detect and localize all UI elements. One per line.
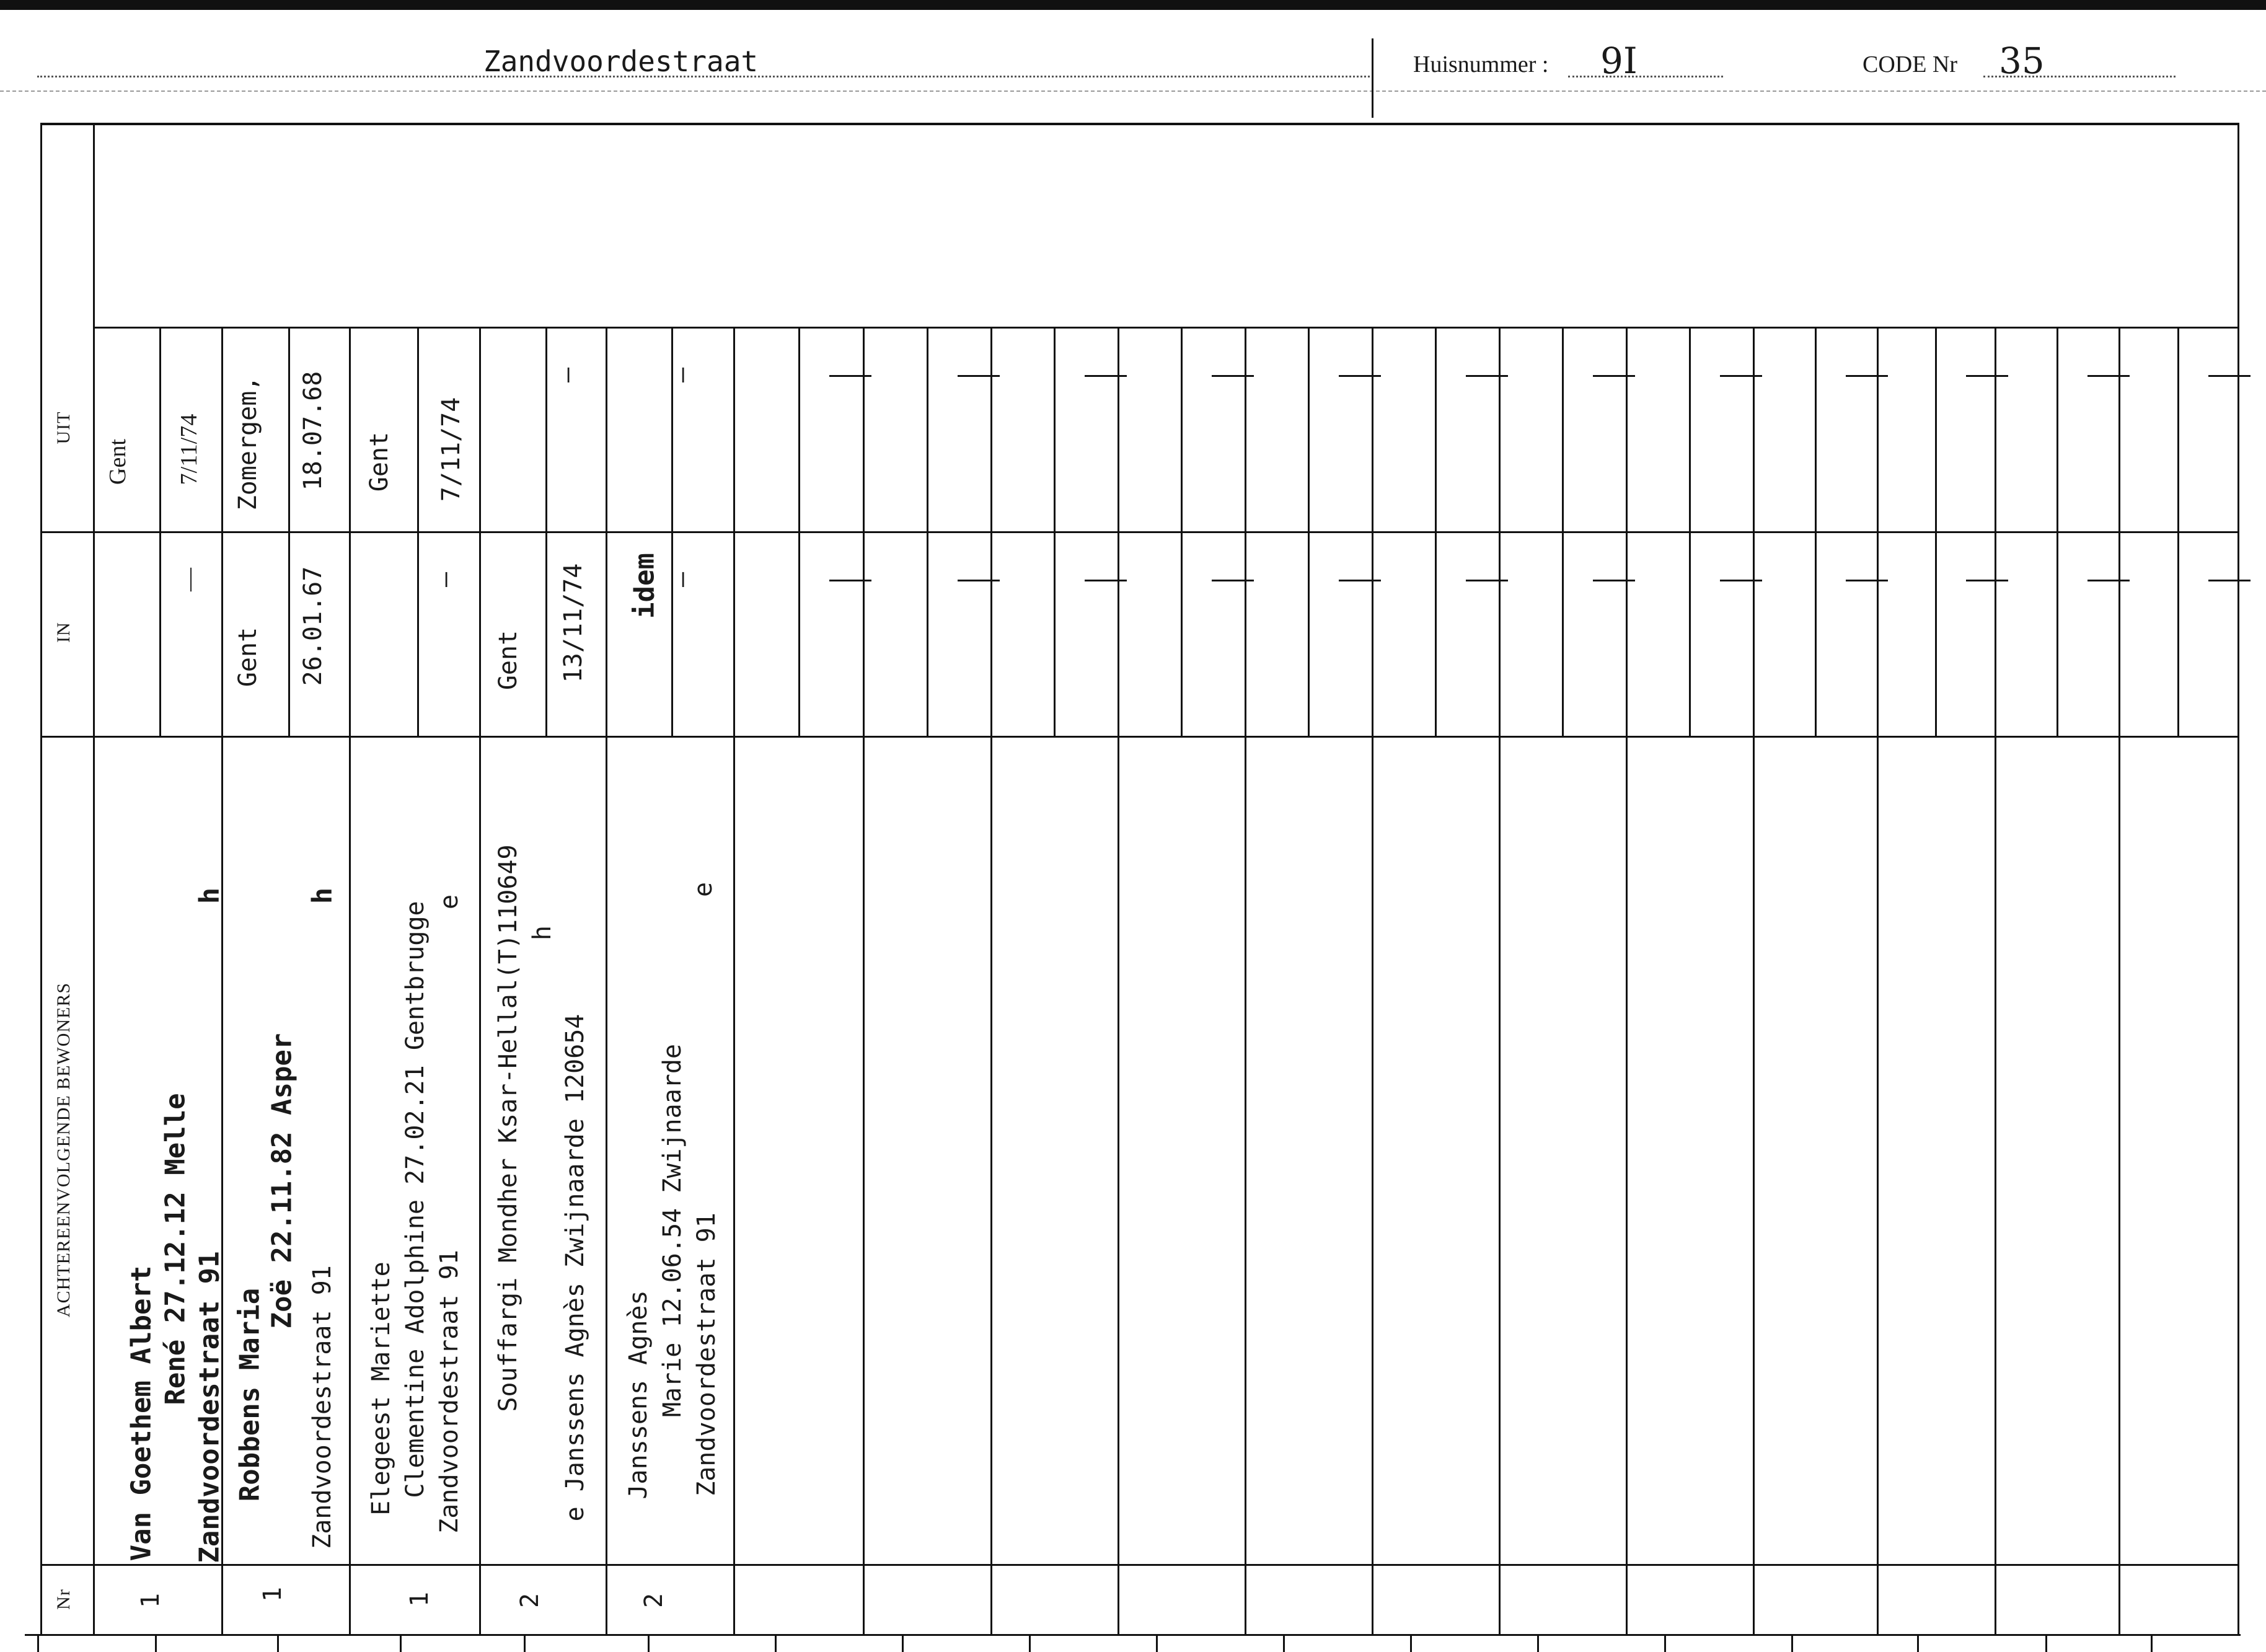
bottom-tick — [1791, 1635, 1793, 1652]
code-number-value: 35 — [1999, 40, 2045, 82]
date-subdivider — [545, 327, 547, 736]
entry-1-name-line-3: Zandvoordestraat 91 — [193, 1251, 226, 1563]
empty-uit-dash — [2208, 375, 2251, 377]
empty-in-dash — [1846, 580, 1888, 581]
column-divider — [1245, 327, 1246, 1635]
column-divider — [990, 327, 992, 1635]
empty-uit-dash — [1846, 375, 1888, 377]
date-subdivider — [1435, 327, 1437, 736]
empty-in-dash — [1212, 580, 1254, 581]
date-subdivider — [798, 327, 800, 736]
entry-5-nr: 2 — [640, 1592, 668, 1609]
empty-in-dash — [1466, 580, 1508, 581]
column-divider — [1372, 327, 1373, 1635]
column-divider — [1499, 327, 1501, 1635]
empty-uit-dash — [2087, 375, 2130, 377]
frame-left — [40, 123, 42, 1635]
empty-uit-dash — [1339, 375, 1381, 377]
entry-5-in-date: — — [668, 572, 696, 588]
column-divider — [606, 327, 607, 1635]
entry-1-uit-place: Gent — [105, 439, 131, 485]
date-subdivider — [1308, 327, 1310, 736]
date-subdivider — [417, 327, 419, 736]
entry-5-sex: e — [689, 881, 718, 898]
entry-4-sex: h — [528, 925, 557, 941]
street-name: Zandvoordestraat — [483, 45, 759, 78]
entry-4-in-date: 13/11/74 — [559, 563, 588, 683]
date-subdivider — [2057, 327, 2058, 736]
bottom-tick — [277, 1635, 279, 1652]
bottom-tick — [155, 1635, 157, 1652]
code-dotted-line — [1983, 76, 2176, 77]
empty-in-dash — [1085, 580, 1127, 581]
entry-1-uit-date: 7/11/74 — [176, 413, 202, 485]
empty-uit-dash — [1593, 375, 1635, 377]
entry-4-name-line-3: e Janssens Agnès Zwijnaarde 120654 — [561, 1014, 589, 1522]
entry-2-name-line-2: Zoë 22.11.82 Asper — [266, 1033, 298, 1329]
column-divider — [1753, 327, 1755, 1635]
column-divider — [733, 327, 735, 1635]
date-subdivider — [1689, 327, 1691, 736]
bottom-tick — [524, 1635, 526, 1652]
bottom-tick — [1410, 1635, 1412, 1652]
empty-in-dash — [1966, 580, 2008, 581]
date-subdivider — [159, 327, 161, 736]
entry-5-uit-date: — — [668, 367, 696, 383]
frame-right — [2237, 123, 2239, 1635]
empty-uit-dash — [1466, 375, 1508, 377]
empty-in-dash — [2087, 580, 2130, 581]
date-subdivider — [1181, 327, 1183, 736]
date-subdivider — [2177, 327, 2179, 736]
entry-2-name-line-3: Zandvoordestraat 91 — [308, 1265, 337, 1549]
bottom-tick — [1029, 1635, 1031, 1652]
row-divider-nr-top — [40, 1564, 2239, 1566]
frame-top — [40, 123, 2239, 125]
code-label: CODE Nr — [1863, 51, 1958, 77]
bottom-tick — [1156, 1635, 1158, 1652]
entry-1-nr: 1 — [136, 1592, 165, 1609]
entry-5-name-line-1: Janssens Agnès — [624, 1290, 653, 1500]
empty-in-dash — [1720, 580, 1762, 581]
bottom-tick — [775, 1635, 777, 1652]
date-subdivider — [927, 327, 928, 736]
bottom-tick — [2151, 1635, 2153, 1652]
entry-3-nr: 1 — [405, 1591, 434, 1607]
bottom-tick — [1537, 1635, 1539, 1652]
column-divider — [1877, 327, 1879, 1635]
entry-2-nr: 1 — [258, 1586, 287, 1602]
bottom-tick — [902, 1635, 904, 1652]
house-number-dotted-line — [1568, 76, 1723, 77]
entry-3-sex: e — [435, 894, 464, 910]
entry-3-uit-place: Gent — [365, 431, 394, 492]
house-number-value: 9I — [1600, 40, 1638, 82]
label-column-divider — [93, 123, 95, 1635]
empty-uit-dash — [1212, 375, 1254, 377]
empty-uit-dash — [958, 375, 1000, 377]
entry-1-in-date: — — [176, 568, 202, 591]
entry-4-name-line-1: Souffargi Mondher Ksar-Hellal(T)110649 — [494, 844, 522, 1412]
entry-2-uit-place: Zomergem, — [234, 376, 262, 511]
bottom-tick — [400, 1635, 402, 1652]
header-ruling — [0, 91, 2266, 92]
bottom-tick — [2045, 1635, 2047, 1652]
row-label-in: IN — [53, 622, 74, 643]
bottom-tick — [37, 1635, 39, 1652]
entry-3-name-line-2: Clementine Adolphine 27.02.21 Gentbrugge — [401, 901, 430, 1498]
entry-2-sex: h — [306, 887, 338, 904]
entry-3-name-line-3: Zandvoordestraat 91 — [435, 1250, 464, 1534]
entry-2-uit-date: 18.07.68 — [299, 371, 327, 491]
date-subdivider — [1815, 327, 1817, 736]
empty-uit-dash — [1720, 375, 1762, 377]
row-divider-in-top — [40, 531, 2239, 533]
column-divider — [1995, 327, 1996, 1635]
entry-2-name-line-1: Robbens Maria — [234, 1288, 266, 1502]
entry-5-name-line-2: Marie 12.06.54 Zwijnaarde — [658, 1043, 687, 1418]
row-label-nr: Nr — [53, 1589, 74, 1610]
empty-in-dash — [2208, 580, 2251, 581]
row-label-residents: ACHTEREENVOLGENDE BEWONERS — [53, 982, 74, 1318]
frame-bottom — [25, 1634, 2241, 1636]
empty-in-dash — [1593, 580, 1635, 581]
bottom-tick — [648, 1635, 650, 1652]
column-divider — [1626, 327, 1628, 1635]
bottom-tick — [1664, 1635, 1666, 1652]
date-subdivider — [1562, 327, 1564, 736]
column-divider — [863, 327, 865, 1635]
entry-4-in-place: Gent — [494, 630, 522, 691]
entry-5-name-line-3: Zandvoordestraat 91 — [692, 1212, 721, 1496]
date-subdivider — [671, 327, 673, 736]
empty-uit-dash — [1966, 375, 2008, 377]
entry-5-in-place: idem — [628, 553, 661, 619]
bottom-tick — [1283, 1635, 1285, 1652]
empty-uit-dash — [1085, 375, 1127, 377]
row-divider-residents-top — [40, 736, 2239, 738]
column-divider — [479, 327, 481, 1635]
entry-1-name-line-1: Van Goethem Albert — [125, 1265, 157, 1561]
entry-4-nr: 2 — [516, 1592, 544, 1609]
entry-2-in-place: Gent — [234, 627, 262, 687]
empty-uit-dash — [829, 375, 871, 377]
entry-1-name-line-2: René 27.12.12 Melle — [159, 1093, 192, 1405]
entry-3-uit-date: 7/11/74 — [437, 397, 465, 502]
entry-3-name-line-1: Elegeest Mariette — [367, 1261, 395, 1516]
date-subdivider — [1935, 327, 1937, 736]
entry-2-in-date: 26.01.67 — [299, 566, 327, 686]
column-divider — [349, 327, 351, 1635]
header-divider — [1372, 38, 1373, 118]
row-divider-uit-top — [93, 327, 2239, 329]
column-divider — [2118, 327, 2120, 1635]
bottom-tick — [1917, 1635, 1919, 1652]
top-edge-bar — [0, 0, 2266, 10]
date-subdivider — [288, 327, 290, 736]
empty-in-dash — [958, 580, 1000, 581]
street-dotted-line — [37, 76, 1370, 77]
column-divider — [1118, 327, 1119, 1635]
entry-3-in-date: — — [431, 572, 459, 588]
house-number-label: Huisnummer : — [1413, 51, 1549, 77]
entry-1-sex: h — [193, 887, 226, 904]
entry-4-uit-date: — — [553, 367, 581, 383]
date-subdivider — [1054, 327, 1056, 736]
empty-in-dash — [829, 580, 871, 581]
row-label-uit: UIT — [53, 411, 74, 444]
empty-in-dash — [1339, 580, 1381, 581]
